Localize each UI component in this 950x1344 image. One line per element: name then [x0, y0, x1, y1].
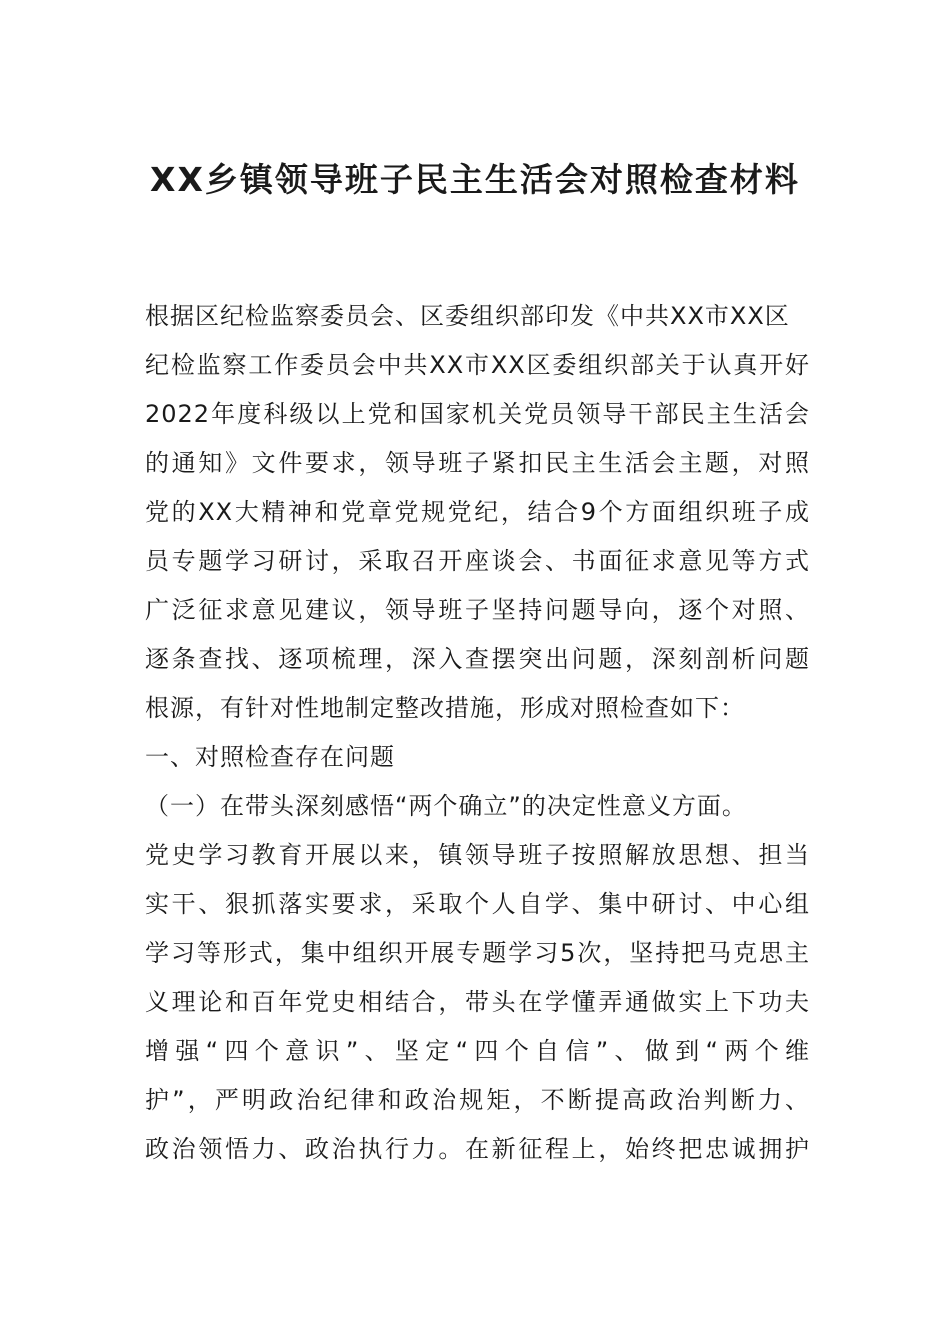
paragraph-line: 逐条查找、逐项梳理，深入查摆突出问题，深刻剖析问题 [145, 645, 810, 673]
paragraph-line: 根据区纪检监察委员会、区委组织部印发《中共XX市XX区 [145, 302, 790, 330]
document-title: XX乡镇领导班子民主生活会对照检查材料 [150, 160, 800, 199]
section-heading: 一、对照检查存在问题 [145, 743, 395, 771]
document-body [145, 292, 810, 1174]
paragraph-line: 学习等形式，集中组织开展专题学习5次，坚持把马克思主 [145, 939, 810, 967]
paragraph-line: 广泛征求意见建议，领导班子坚持问题导向，逐个对照、 [145, 596, 810, 624]
paragraph-line: 的通知》文件要求，领导班子紧扣民主生活会主题，对照 [145, 449, 810, 477]
paragraph-line: 2022年度科级以上党和国家机关党员领导干部民主生活会 [145, 400, 810, 428]
paragraph-line: 增强“四个意识”、坚定“四个自信”、做到“两个维 [145, 1037, 810, 1065]
subsection-heading: （一）在带头深刻感悟“两个确立”的决定性意义方面。 [145, 792, 747, 820]
paragraph-line: 员专题学习研讨，采取召开座谈会、书面征求意见等方式 [145, 547, 810, 575]
paragraph-line: 党的XX大精神和党章党规党纪，结合9个方面组织班子成 [145, 498, 810, 526]
paragraph-line: 护”，严明政治纪律和政治规矩，不断提高政治判断力、 [145, 1086, 810, 1114]
paragraph-line: 实干、狠抓落实要求，采取个人自学、集中研讨、中心组 [145, 890, 810, 918]
paragraph-line: 纪检监察工作委员会中共XX市XX区委组织部关于认真开好 [145, 351, 810, 379]
paragraph-line: 义理论和百年党史相结合，带头在学懂弄通做实上下功夫 [145, 988, 810, 1016]
paragraph-line: 党史学习教育开展以来，镇领导班子按照解放思想、担当 [145, 841, 810, 869]
paragraph-line: 政治领悟力、政治执行力。在新征程上，始终把忠诚拥护 [145, 1135, 810, 1163]
paragraph-line: 根源，有针对性地制定整改措施，形成对照检查如下： [145, 694, 745, 722]
